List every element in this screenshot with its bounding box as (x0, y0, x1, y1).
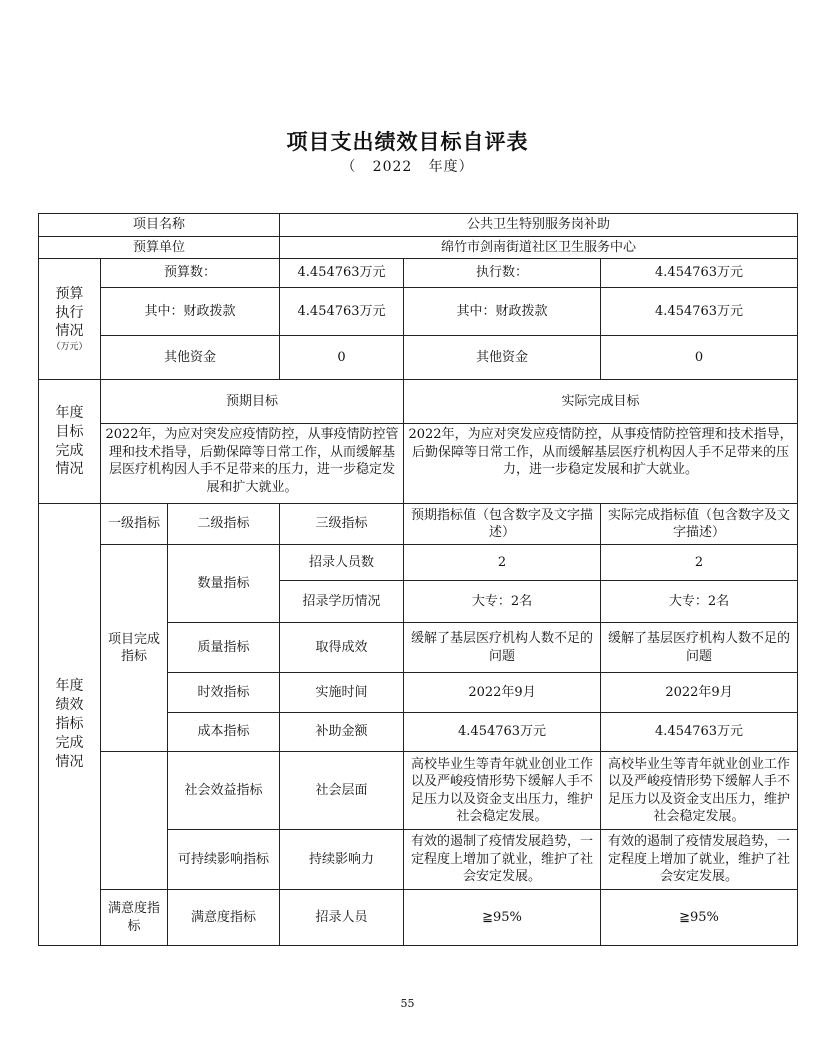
table-row (39, 752, 798, 830)
table-row (39, 890, 798, 946)
quantity-indicator-label: 数量指标 (168, 545, 280, 623)
performance-section-text: 年度绩效指标完成情况 (55, 678, 84, 770)
year-open: （ (341, 159, 357, 175)
exec-amount-label: 执行数： (404, 259, 601, 288)
timeliness-item-label: 实施时间 (280, 673, 404, 713)
timeliness-expected: 2022年9月 (404, 673, 601, 713)
other-funds-exec: 0 (601, 336, 798, 380)
other-funds-exec-label: 其他资金 (404, 336, 601, 380)
budget-amount-value: 4.454763万元 (280, 259, 404, 288)
level2-header: 二级指标 (168, 504, 280, 545)
recruit-count-actual: 2 (601, 545, 798, 581)
recruit-edu-actual: 大专：2名 (601, 581, 798, 623)
recruit-count-expected: 2 (404, 545, 601, 581)
level3-header: 三级指标 (280, 504, 404, 545)
quality-item-label: 取得成效 (280, 623, 404, 673)
year-label: 年度） (428, 159, 474, 175)
level1-header: 一级指标 (101, 504, 168, 545)
expected-value-header: 预期指标值（包含数字及文字描述） (404, 504, 601, 545)
budget-section-label (39, 259, 101, 380)
annual-goal-header-row (39, 380, 798, 424)
budget-row (39, 259, 798, 288)
annual-goal-content-row (39, 424, 798, 504)
project-completion-label: 项目完成指标 (101, 545, 168, 752)
budget-unit-note: （万元） (51, 342, 88, 353)
budget-section-text: 预算执行情况 (55, 285, 84, 340)
cost-indicator-label: 成本指标 (168, 713, 280, 752)
cost-item-label: 补助金额 (280, 713, 404, 752)
fiscal-row (39, 288, 798, 336)
project-name-row (39, 214, 798, 237)
indicator-header-row (39, 504, 798, 545)
satisfaction-actual: ≧95% (601, 890, 798, 946)
effect-indicator-blank (101, 752, 168, 890)
sustain-indicator-label: 可持续影响指标 (168, 830, 280, 890)
project-name-label: 项目名称 (39, 214, 280, 237)
social-indicator-label: 社会效益指标 (168, 752, 280, 830)
social-actual: 高校毕业生等青年就业创业工作以及严峻疫情形势下缓解人手不足压力以及资金支出压力，维护社会稳定发展。 (601, 752, 798, 830)
sustain-expected: 有效的遏制了疫情发展趋势，一定程度上增加了就业，维护了社会安定发展。 (404, 830, 601, 890)
year-line (0, 156, 815, 176)
project-name-value: 公共卫生特别服务岗补助 (280, 214, 798, 237)
cost-actual: 4.454763万元 (601, 713, 798, 752)
performance-section-label (39, 504, 101, 946)
sustain-item-label: 持续影响力 (280, 830, 404, 890)
budget-unit-label: 预算单位 (39, 236, 280, 259)
actual-goal-text: 2022年，为应对突发应疫情防控，从事疫情防控管理和技术指导，后勤保障等日常工作，从而缓解基层医疗机构因人手不足带来的压力，进一步稳定发展和扩大就业。 (404, 424, 798, 504)
budget-unit-row (39, 236, 798, 259)
recruit-count-label: 招录人员数 (280, 545, 404, 581)
table-row (39, 545, 798, 581)
other-funds-budget: 0 (280, 336, 404, 380)
year-value: 2022 (372, 159, 413, 175)
actual-value-header: 实际完成指标值（包含数字及文字描述） (601, 504, 798, 545)
fiscal-exec-label: 其中：财政拨款 (404, 288, 601, 336)
expected-goal-text: 2022年，为应对突发应疫情防控，从事疫情防控管理和技术指导，后勤保障等日常工作，从而缓解基层医疗机构因人手不足带来的压力，进一步稳定发展和扩大就业。 (101, 424, 404, 504)
cost-expected: 4.454763万元 (404, 713, 601, 752)
satisfaction-indicator-label: 满意度指标 (168, 890, 280, 946)
social-expected: 高校毕业生等青年就业创业工作以及严峻疫情形势下缓解人手不足压力以及资金支出压力，维护社会稳定发展。 (404, 752, 601, 830)
satisfaction-expected: ≧95% (404, 890, 601, 946)
other-funds-label: 其他资金 (101, 336, 280, 380)
performance-table (38, 213, 798, 946)
fiscal-exec-value: 4.454763万元 (601, 288, 798, 336)
annual-goal-section-text: 年度目标完成情况 (55, 404, 84, 478)
timeliness-indicator-label: 时效指标 (168, 673, 280, 713)
recruit-edu-expected: 大专：2名 (404, 581, 601, 623)
budget-unit-value: 绵竹市剑南街道社区卫生服务中心 (280, 236, 798, 259)
page-number: 55 (400, 997, 415, 1010)
other-funds-row (39, 336, 798, 380)
exec-amount-value: 4.454763万元 (601, 259, 798, 288)
quality-expected: 缓解了基层医疗机构人数不足的问题 (404, 623, 601, 673)
annual-goal-section-label (39, 380, 101, 504)
quality-indicator-label: 质量指标 (168, 623, 280, 673)
recruit-edu-label: 招录学历情况 (280, 581, 404, 623)
sustain-actual: 有效的遏制了疫情发展趋势，一定程度上增加了就业，维护了社会安定发展。 (601, 830, 798, 890)
expected-goal-header: 预期目标 (101, 380, 404, 424)
fiscal-budget-value: 4.454763万元 (280, 288, 404, 336)
fiscal-label: 其中：财政拨款 (101, 288, 280, 336)
quality-actual: 缓解了基层医疗机构人数不足的问题 (601, 623, 798, 673)
satisfaction-item-label: 招录人员 (280, 890, 404, 946)
budget-amount-label: 预算数： (101, 259, 280, 288)
page-title: 项目支出绩效目标自评表 (286, 129, 529, 154)
actual-goal-header: 实际完成目标 (404, 380, 798, 424)
timeliness-actual: 2022年9月 (601, 673, 798, 713)
satisfaction-level1-label: 满意度指标 (101, 890, 168, 946)
social-item-label: 社会层面 (280, 752, 404, 830)
